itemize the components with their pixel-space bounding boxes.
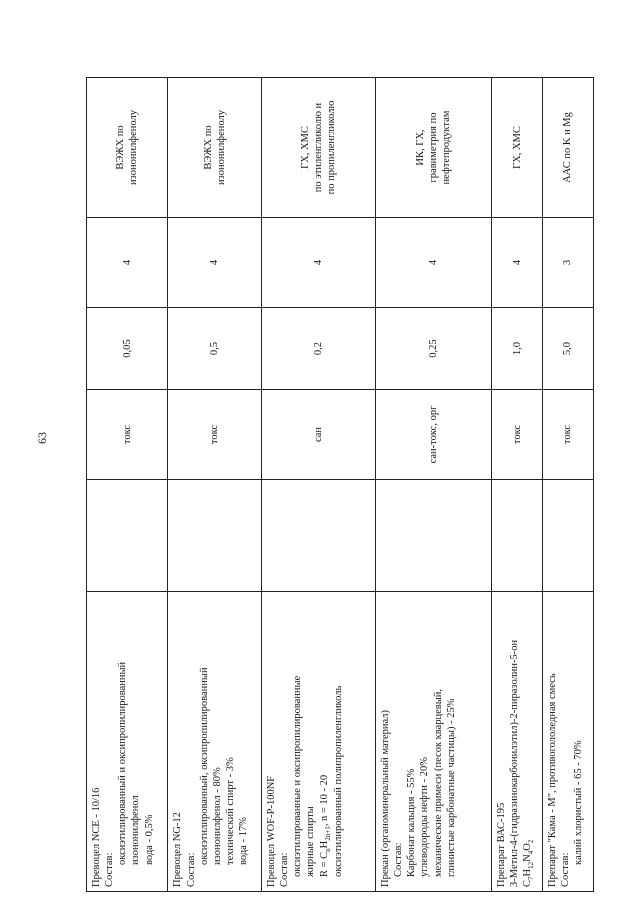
composition-line: механические примеси (песок кварцевый, — [432, 688, 444, 877]
hazard-cell: токс — [543, 390, 594, 480]
substance-cell — [262, 592, 376, 892]
empty-cell — [376, 480, 492, 592]
value-cell: 1,0 — [492, 308, 543, 390]
class-cell: 4 — [87, 218, 168, 308]
composition-formula: $R = C_nH_{2n+1}$, n = 10 - 20 — [318, 774, 332, 877]
table-row — [543, 78, 594, 892]
method-line: ГХ, ХМС — [511, 126, 523, 169]
composition-line: углеводороды нефти - 20% — [419, 757, 431, 877]
substance-title: Превоцел WOF-P-100NF — [266, 775, 278, 887]
composition-label: Состав: — [279, 852, 291, 887]
composition-line: вода - 17% — [238, 817, 250, 865]
hazard-cell: токс — [492, 390, 543, 480]
substance-title: Превоцел NCE - 10/16 — [91, 787, 102, 887]
substance-cell — [168, 592, 262, 892]
class-cell: 4 — [262, 218, 376, 308]
class-cell: 4 — [492, 218, 543, 308]
method-line: ВЭЖХ по — [115, 125, 127, 170]
empty-cell — [262, 480, 376, 592]
table-row — [168, 78, 262, 892]
substance-title: Прекан (органоминеральный материал) — [380, 709, 392, 887]
value-cell: 0,25 — [376, 308, 492, 390]
table-row — [376, 78, 492, 892]
method-line: изононилфенолу — [128, 110, 140, 185]
composition-line: технический спирт - 3% — [224, 757, 236, 865]
empty-cell — [168, 480, 262, 592]
value-cell: 5,0 — [543, 308, 594, 390]
composition-line: оксиэтилированный, оксипропилированный — [198, 667, 210, 865]
class-cell: 3 — [543, 218, 594, 308]
table-row — [87, 78, 168, 892]
method-line: нефтепродуктам — [441, 110, 453, 185]
rotated-table-wrapper — [86, 78, 594, 892]
composition-line: оксиэтилированный и оксипропилированный — [117, 661, 129, 865]
method-cell — [543, 78, 594, 218]
method-cell — [168, 78, 262, 218]
composition-formula: $C_7H_{12}N_4O_2$ — [522, 839, 536, 887]
composition-label: Состав: — [560, 852, 572, 887]
method-line: ГХ, ХМС — [299, 126, 311, 169]
value-cell: 0,05 — [87, 308, 168, 390]
hazard-cell: токс — [168, 390, 262, 480]
hazard-cell: сан-токс, орг — [376, 390, 492, 480]
composition-line: калий хлористый - 65 - 70% — [573, 740, 585, 865]
page-number: 63 — [35, 432, 49, 444]
substance-cell — [376, 592, 492, 892]
method-cell — [87, 78, 168, 218]
method-line: ВЭЖХ по — [202, 125, 214, 170]
composition-label: Состав: — [104, 852, 116, 887]
substance-title: Препарат ВАС-195 — [496, 802, 508, 887]
composition-line: оксиэтилированные и оксипропилированные — [292, 675, 304, 877]
substance-cell — [87, 592, 168, 892]
substance-cell — [492, 592, 543, 892]
substance-title: Превоцел NG-12 — [172, 812, 184, 887]
composition-line: изононилфенол — [130, 795, 142, 865]
composition-line: изононилфенол - 80% — [211, 767, 223, 865]
empty-cell — [87, 480, 168, 592]
table-row — [492, 78, 543, 892]
class-cell: 4 — [376, 218, 492, 308]
composition-line: 3-Метил-4-(гидразинокарбонилэтил)-2-пиразолин-5-он — [509, 639, 521, 887]
method-line: по этиленгликолю и — [313, 102, 325, 193]
composition-line: вода - 0,5% — [143, 814, 155, 865]
composition-line: Карбонат кальция - 55% — [406, 768, 418, 877]
substance-cell — [543, 592, 594, 892]
method-line: ИК, ГХ, — [414, 129, 426, 166]
composition-line: глинистые карбонатные частицы) - 25% — [445, 698, 457, 877]
substances-table — [86, 77, 594, 892]
composition-line: оксиэтилированный полипропиленгликоль — [333, 685, 345, 877]
hazard-cell: сан — [262, 390, 376, 480]
empty-cell — [492, 480, 543, 592]
method-cell — [376, 78, 492, 218]
method-line: ААС по K и Mg — [562, 112, 574, 183]
method-line: по пропиленгликолю — [326, 100, 338, 195]
class-cell: 4 — [168, 218, 262, 308]
composition-label: Состав: — [393, 842, 405, 877]
substance-title: Препарат "Кама - М", противогололедная смесь — [547, 673, 559, 887]
method-cell — [262, 78, 376, 218]
composition-label: Состав: — [185, 852, 197, 887]
table-row — [262, 78, 376, 892]
hazard-cell: токс — [87, 390, 168, 480]
value-cell: 0,5 — [168, 308, 262, 390]
value-cell: 0,2 — [262, 308, 376, 390]
method-line: гравиметрия по — [428, 112, 440, 183]
composition-line: жирные спирты — [305, 806, 317, 877]
method-cell — [492, 78, 543, 218]
method-line: изононилфенолу — [215, 110, 227, 185]
empty-cell — [543, 480, 594, 592]
